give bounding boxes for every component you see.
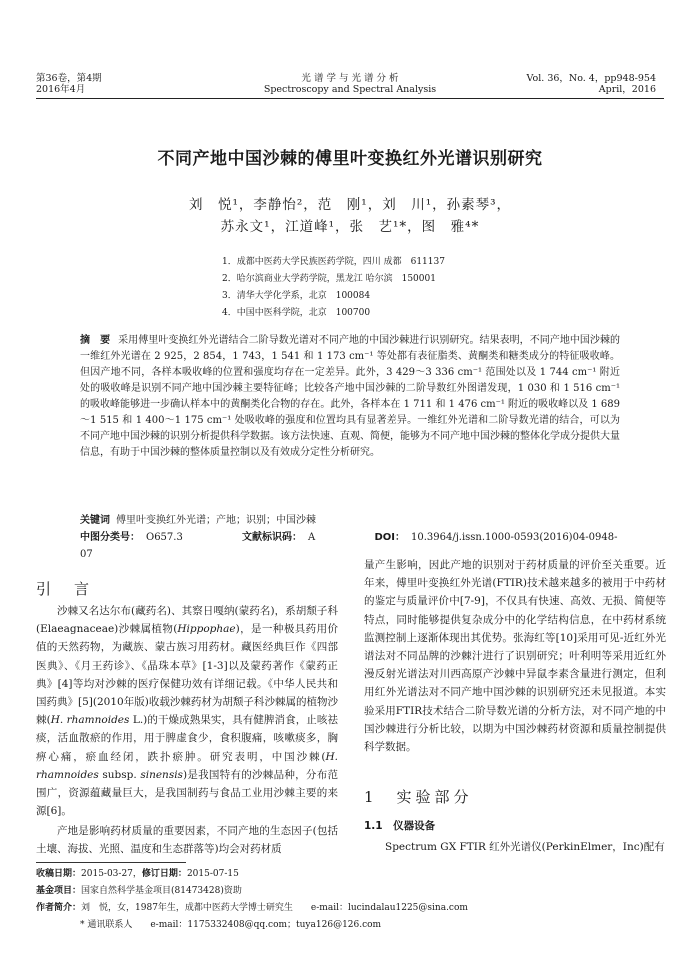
abstract-label: 摘 要	[80, 335, 111, 346]
intro-p1-part-c: L.)的干燥成熟果实，具有健脾消食，止咳祛痰，活血散瘀的作用，用于脾虚食少，食积腹痛，咳嗽痰多，胸痹心痛，瘀血经闭，跌扑瘀肿。研究表明，中国沙棘(	[36, 714, 338, 763]
footnotes	[36, 866, 468, 934]
keywords-row	[80, 512, 620, 529]
journal-volume-issue: 第36卷，第4期	[36, 73, 102, 84]
intro-p1-species: H. rhamnoides	[50, 714, 130, 727]
footnote-corresponding: * 通讯联系人 e-mail：1175332408@qq.com；tuya126@126.com	[80, 920, 382, 930]
author-list-line-1: 刘 悦¹，李静怡²，范 刚¹，刘 川¹，孙素琴³，	[188, 197, 512, 213]
intro-p1-part-e: )是我国特有的沙棘品种，分布范围广，资源蕴藏量巨大，是我国制药与食品工业用沙棘主要的来源[6]。	[36, 768, 338, 818]
bio-label: 作者简介：	[36, 903, 82, 913]
bio-value: 刘 悦，女，1987年生，成都中医药大学博士研究生 e-mail：lucindalau1225@sina.com	[81, 903, 468, 913]
body-column-left	[36, 602, 338, 820]
doc-code-label: 文献标识码：	[242, 532, 303, 543]
doc-code-field	[242, 532, 343, 543]
running-header-right	[527, 73, 656, 95]
doc-code-value: A	[308, 532, 316, 543]
intro-paragraph-2-start	[36, 822, 338, 858]
keywords-text: 傅里叶变换红外光谱；产地；识别；中国沙棘	[116, 515, 316, 526]
doi-value: 10.3964/j.issn.1000-0593(2016)04-0948-07	[80, 532, 618, 560]
header-rule	[36, 98, 664, 99]
affiliation-3: 3．清华大学化学系，北京 100084	[222, 291, 371, 301]
author-list-line-2: 苏永文¹，江道峰¹，张 艺¹*，图 雅⁴*	[220, 219, 480, 235]
fund-label: 基金项目：	[36, 886, 82, 896]
section-heading-experimental: 1 实验部分	[364, 788, 473, 806]
received-value: 2015-03-27，	[81, 869, 142, 879]
doi-label: DOI：	[374, 532, 405, 543]
intro-p1-genus: Hippophae	[177, 623, 236, 636]
intro-paragraph-2-right: 量产生影响，因此产地的识别对于药材质量的评价至关重要。近年来，傅里叶变换红外光谱(FTIR)技术越来越多的被用于中药材的鉴定与质量评价中[7-9]，不仅具有快速、高效、无损、简便等特点，同时能够提供复杂成分中的化学结构信息，在中药材系统监测控制上逐渐体现出其优势。张海红等[10]采用可见-近红外光谱法对不同品牌的沙棘汁进行了识别研究；叶利明等采用近红外漫反射光谱法对川西高原产沙棘中异鼠李素含量进行测定，但利用红外光谱法对不同产地中国沙棘的识别研究还未见报道。本实验采用FTIR技术结合二阶导数光谱的分析方法，对不同产地的中国沙棘进行分析比较，以期为中国沙棘药材资源和质量控制提供科学数据。	[364, 559, 666, 754]
journal-volume-pages-en: Vol. 36，No. 4，pp948-954	[526, 73, 656, 84]
paper-title: 不同产地中国沙棘的傅里叶变换红外光谱识别研究	[157, 149, 543, 169]
clc-field	[80, 532, 211, 543]
intro-p1-part-d: subsp.	[98, 768, 141, 781]
intro-paragraph-2-left: 产地是影响药材质量的重要因素，不同产地的生态因子(包括土壤、海拔、光照、温度和生态群落等)均会对药材质	[36, 825, 338, 856]
journal-name-cn: 光 谱 学 与 光 谱 分 析	[301, 73, 399, 84]
clc-label: 中图分类号：	[80, 532, 140, 543]
affiliations	[222, 254, 445, 322]
keywords-label: 关键词	[80, 515, 110, 526]
instrument-text: Spectrum GX FTIR 红外光谱仪(PerkinElmer，Inc)配有	[385, 841, 665, 853]
journal-date-cn: 2016年4月	[36, 84, 86, 95]
journal-date-en: April，2016	[598, 84, 656, 95]
footnote-rule	[36, 862, 186, 863]
intro-p1-subspecies: H. rhamnoides	[36, 750, 338, 781]
intro-p1-part-b: )，是一种极具药用价值的天然药物，为藏族、蒙古族习用药材。藏医经典巨作《四部医典》、《月王药诊》、《晶珠本草》[1-3]以及蒙药著作《蒙药正典》[4]等均对沙棘的医疗保健功效有详细记载。《中华人民共和国药典》[5](2010年版)收载沙棘药材为胡颓子科沙棘属的植物沙棘(	[36, 623, 338, 727]
intro-paragraph-1	[36, 602, 338, 820]
intro-p1-part-a: 沙棘又名达尔布(藏药名)、其察日嘎纳(蒙药名)，系胡颓子科(Elaeagnaceae)沙棘属植物(	[36, 605, 338, 636]
clc-value: O657.3	[146, 532, 183, 543]
footnote-author-bio	[36, 900, 468, 917]
subsection-heading-instruments: 1.1 仪器设备	[364, 820, 436, 832]
revised-value: 2015-07-15	[186, 869, 239, 879]
footnote-fund	[36, 883, 468, 900]
fund-value: 国家自然科学基金项目(81473428)资助	[81, 886, 242, 896]
body-column-right	[364, 556, 666, 756]
affiliation-4: 4．中国中医科学院，北京 100700	[222, 308, 371, 318]
affiliation-2: 2．哈尔滨商业大学药学院，黑龙江 哈尔滨 150001	[222, 274, 436, 284]
received-label: 收稿日期：	[36, 869, 82, 879]
section-heading-introduction: 引 言	[36, 580, 94, 598]
footnote-dates	[36, 866, 468, 883]
abstract	[80, 333, 620, 461]
intro-p1-sinensis: sinensis	[140, 768, 183, 781]
abstract-text: 采用傅里叶变换红外光谱结合二阶导数光谱对不同产地的中国沙棘进行识别研究。结果表明，不同产地中国沙棘的一维红外光谱在 2 925，2 854，1 743，1 541 和 1 173 cm⁻¹ 等处都有表征脂类、黄酮类和糖类成分的特征吸收峰。但因产地不同，各样本吸收峰的位置和强度均存在一定差异。此外，3 429～3 336 cm⁻¹ 范围处以及 1 744 cm⁻¹ 附近处的吸收峰是识别不同产地中国沙棘主要特征峰；比较各产地中国沙棘的二阶导数红外图谱发现，1 030 和 1 516 cm⁻¹ 的吸收峰能够进一步确认样本中的黄酮类化合物的存在。此外，各样本在 1 711 和 1 476 cm⁻¹ 附近的吸收峰以及 1 689～1 515 和 1 400～1 175 cm⁻¹ 处吸收峰的强度和位置均具有显著差异。一维红外光谱和二阶导数光谱的结合，可以为不同产地中国沙棘的识别分析提供科学数据。该方法快速、直观、简便，能够为不同产地中国沙棘的整体化学成分提供大量信息，有助于中国沙棘的整体质量控制以及有效成分定性分析研究。	[80, 335, 621, 458]
revised-label: 修订日期：	[141, 869, 187, 879]
journal-name-en: Spectroscopy and Spectral Analysis	[263, 84, 437, 95]
affiliation-1: 1．成都中医药大学民族医药学院，四川 成都 611137	[222, 257, 445, 267]
